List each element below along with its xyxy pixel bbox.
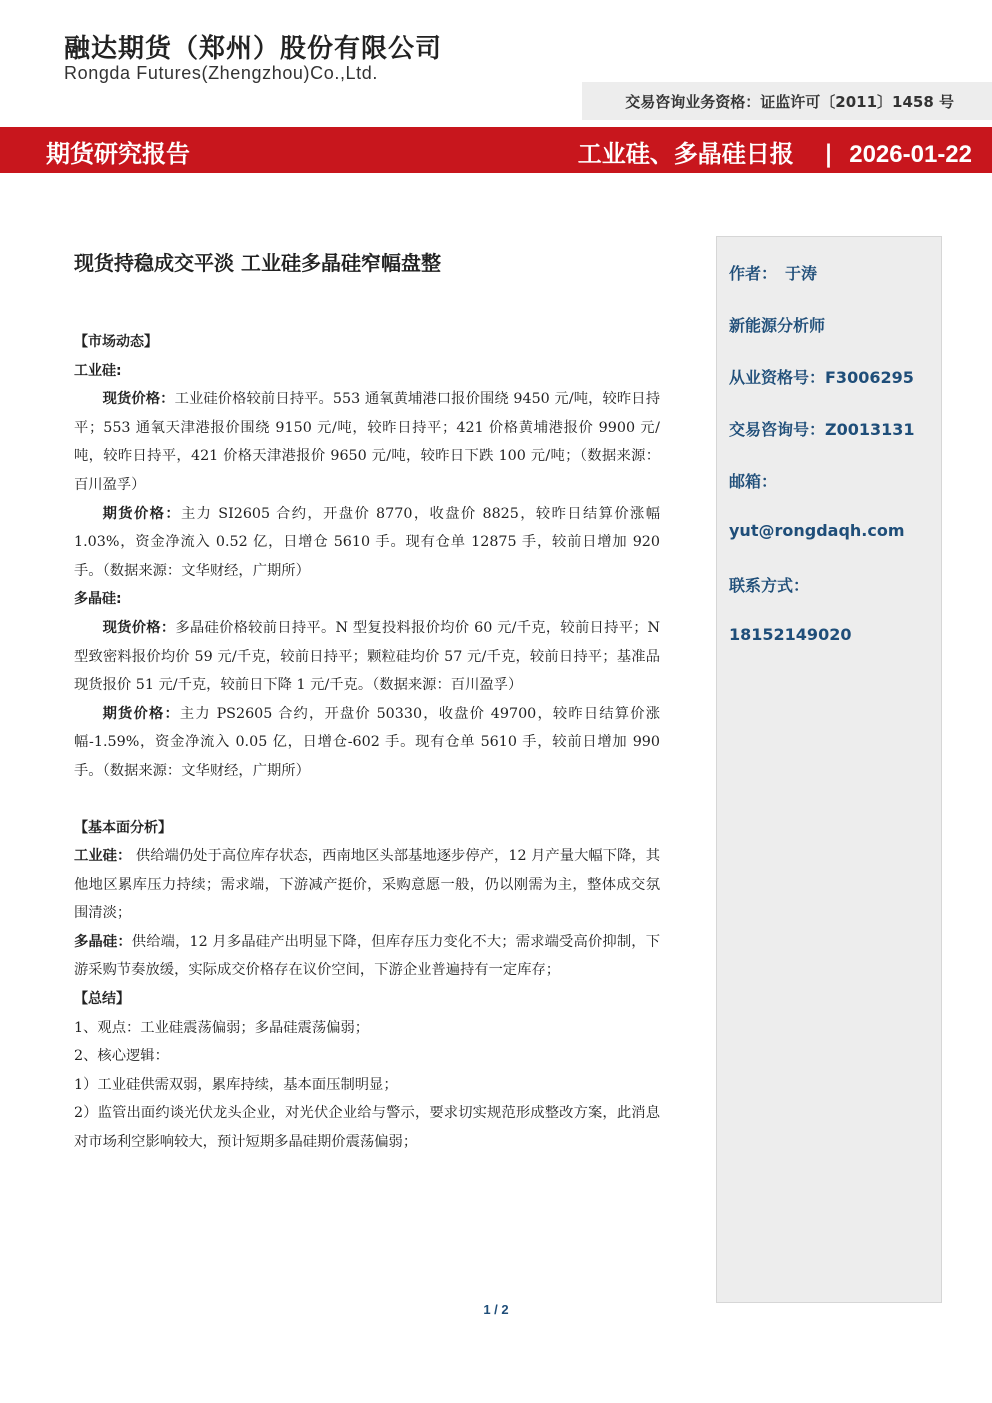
author-role: 新能源分析师 [729, 316, 826, 335]
report-type: 期货研究报告 [46, 140, 190, 168]
ps-spot-paragraph [74, 614, 660, 700]
company-name-en: Rongda Futures(Zhengzhou)Co.,Ltd. [64, 63, 378, 83]
fundamental-heading: 【基本面分析】 [74, 819, 172, 836]
page-number: 1 / 2 [483, 1302, 509, 1317]
summary-line: 2、核心逻辑： [74, 1048, 169, 1065]
market-heading: 【市场动态】 [74, 334, 158, 350]
report-banner [0, 127, 992, 173]
summary-heading: 【总结】 [74, 991, 130, 1008]
ps-spot-label: 现货价格： [102, 619, 176, 636]
phone-number: 18152149020 [729, 625, 852, 644]
author-sidebar [716, 236, 942, 1303]
summary-line: 1）工业硅供需双弱，累库持续，基本面压制明显； [74, 1076, 398, 1093]
main-content [74, 247, 660, 1157]
fundamental-si-paragraph [74, 842, 660, 928]
fundamental-ps-label: 多晶硅： [74, 933, 132, 950]
summary-line: 1、观点：工业硅震荡偏弱；多晶硅震荡偏弱； [74, 1019, 370, 1036]
license-bar [582, 82, 992, 120]
ps-subtitle: 多晶硅: [74, 591, 122, 608]
ps-futures-paragraph [74, 700, 660, 786]
report-title: 工业硅、多晶硅日报 [577, 140, 794, 168]
si-spot-paragraph [74, 385, 660, 499]
company-name-cn: 融达期货（郑州）股份有限公司 [64, 34, 443, 64]
consult-number: 交易咨询号：Z0013131 [729, 420, 915, 439]
summary-line: 2）监管出面约谈光伏龙头企业，对光伏企业给与警示，要求切实规范形成整改方案，此消息对市场利空影响较大，预计短期多晶硅期价震荡偏弱； [74, 1105, 660, 1151]
report-body [74, 328, 660, 1157]
ps-futures-text: 主力 PS2605 合约，开盘价 50330，收盘价 49700，较昨日结算价涨幅-1.59%，资金净流入 0.05 亿，日增仓-602 手。现有仓单 5610 手，较前日增加 990 手。（数据来源：文华财经，广期所） [74, 705, 661, 779]
fundamental-si-label: 工业硅： [74, 848, 132, 865]
email-address: yut@rongdaqh.com [729, 521, 905, 540]
si-futures-label: 期货价格： [102, 505, 181, 522]
license-text: 交易咨询业务资格：证监许可〔2011〕1458 号 [625, 93, 954, 111]
ps-futures-label: 期货价格： [102, 705, 180, 722]
contact-label: 联系方式： [729, 576, 810, 595]
si-spot-label: 现货价格： [102, 391, 175, 408]
si-subtitle: 工业硅: [74, 362, 122, 379]
qualification-number: 从业资格号：F3006295 [729, 368, 914, 387]
email-label: 邮箱： [729, 472, 778, 491]
report-title-group [578, 134, 972, 169]
fundamental-ps-text: 供给端，12 月多晶硅产出明显下降，但库存压力变化不大；需求端受高价抑制，下游采购节奏放缓，实际成交价格存在议价空间，下游企业普遍持有一定库存； [74, 933, 661, 979]
si-futures-paragraph [74, 500, 660, 586]
si-futures-text: 主力 SI2605 合约，开盘价 8770，收盘价 8825，较昨日结算价涨幅 1.03%，资金净流入 0.52 亿，日增仓 5610 手。现有仓单 12875 手，较前日增加 920 手。（数据来源：文华财经，广期所） [74, 505, 660, 579]
title-separator: | [824, 140, 833, 168]
si-spot-text: 工业硅价格较前日持平。553 通氧黄埔港口报价围绕 9450 元/吨，较昨日持平；553 通氧天津港报价围绕 9150 元/吨，较昨日持平；421 价格黄埔港报价 9900 元/吨，较昨日持平，421 价格天津港报价 9650 元/吨，较昨日下跌 100 元/吨；（数据来源：百川盈孚） [74, 391, 660, 493]
section-gap [74, 786, 660, 814]
author-name: 作者： 于涛 [729, 264, 818, 283]
fundamental-ps-paragraph [74, 928, 660, 985]
headline: 现货持稳成交平淡 工业硅多晶硅窄幅盘整 [74, 251, 441, 275]
ps-spot-text: 多晶硅价格较前日持平。N 型复投料报价均价 60 元/千克，较前日持平；N 型致密料报价均价 59 元/千克，较前日持平；颗粒硅均价 57 元/千克，较前日持平；基准品现货报价 51 元/千克，较前日下降 1 元/千克。（数据来源：百川盈孚） [74, 619, 660, 694]
report-date: 2026-01-22 [849, 141, 972, 168]
fundamental-si-text: 供给端仍处于高位库存状态，西南地区头部基地逐步停产，12 月产量大幅下降，其他地区累库压力持续；需求端，下游减产挺价，采购意愿一般，仍以刚需为主，整体成交氛围清淡； [74, 848, 661, 922]
